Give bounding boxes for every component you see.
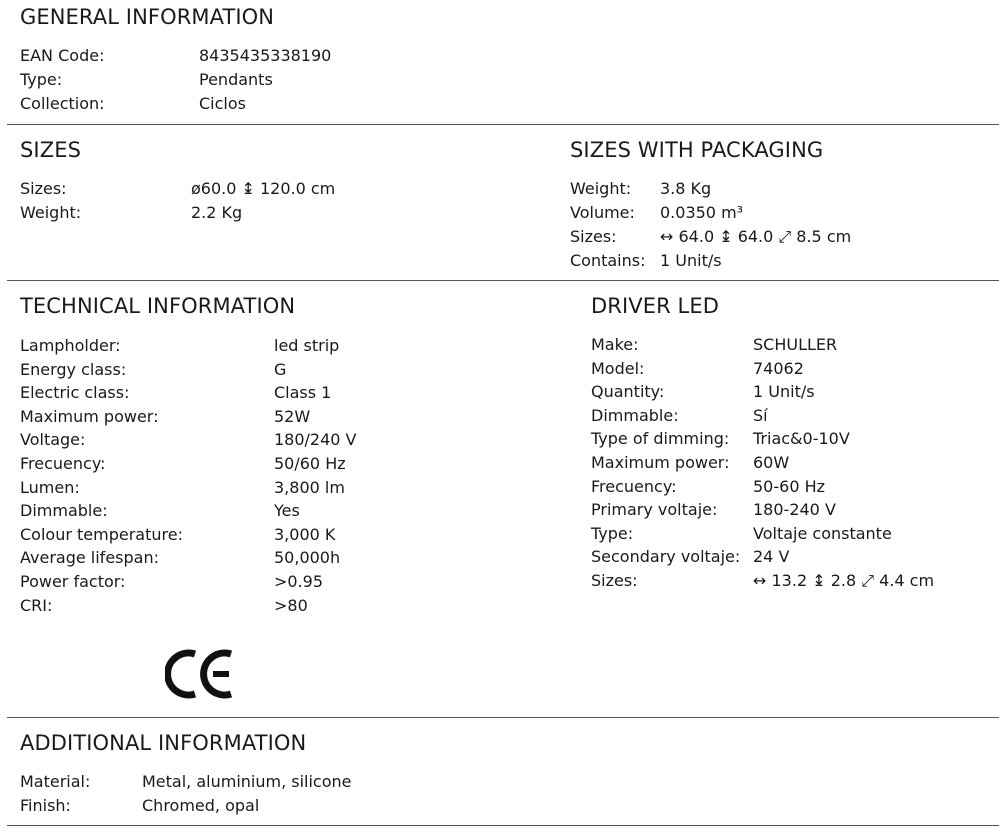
- section-divider: [7, 280, 999, 281]
- sizes-value: 2.2 Kg: [191, 203, 243, 222]
- technical-label: Electric class:: [20, 383, 130, 403]
- technical-value: 3,800 lm: [274, 477, 345, 497]
- technical-label: Power factor:: [20, 571, 126, 591]
- driver-label: Frecuency:: [591, 476, 677, 496]
- technical-value: >0.95: [274, 571, 324, 591]
- technical-label: Maximum power:: [20, 406, 159, 426]
- general-title: GENERAL INFORMATION: [20, 5, 275, 29]
- driver-value: Triac&0-10V: [753, 429, 850, 449]
- section-divider: [7, 124, 999, 125]
- packaging-value: 1 Unit/s: [660, 251, 722, 270]
- additional-label: Material:: [20, 772, 91, 791]
- general-label: EAN Code:: [20, 46, 105, 65]
- technical-label: Energy class:: [20, 359, 127, 379]
- driver-value: 180-240 V: [753, 500, 836, 520]
- technical-value: >80: [274, 595, 308, 615]
- general-label: Type:: [20, 70, 63, 89]
- driver-label: Make:: [591, 335, 639, 354]
- sizes-value: ø60.0 ↨ 120.0 cm: [191, 179, 336, 198]
- additional-title: ADDITIONAL INFORMATION: [20, 731, 307, 755]
- section-divider: [7, 717, 999, 718]
- technical-label: Voltage:: [20, 430, 86, 450]
- driver-value: 50-60 Hz: [753, 476, 826, 496]
- packaging-label: Sizes:: [570, 227, 617, 246]
- technical-value: Class 1: [274, 383, 332, 403]
- technical-value: 50,000h: [274, 548, 341, 568]
- driver-label: Type of dimming:: [591, 429, 730, 449]
- technical-value: 3,000 K: [274, 524, 336, 544]
- technical-label: Lumen:: [20, 477, 80, 497]
- driver-title: DRIVER LED: [591, 294, 719, 318]
- technical-label: CRI:: [20, 595, 53, 615]
- packaging-title: SIZES WITH PACKAGING: [570, 138, 824, 162]
- general-value: Pendants: [199, 70, 273, 89]
- technical-value: Yes: [274, 501, 300, 521]
- packaging-label: Contains:: [570, 251, 646, 270]
- driver-value: SCHULLER: [753, 335, 838, 354]
- driver-value: Sí: [753, 405, 768, 425]
- driver-label: Type:: [591, 523, 634, 543]
- technical-value: G: [274, 359, 287, 379]
- driver-value: ↔ 13.2 ↨ 2.8 ⤢ 4.4 cm: [753, 570, 935, 590]
- ce-mark-icon: [165, 646, 235, 702]
- packaging-value: ↔ 64.0 ↨ 64.0 ⤢ 8.5 cm: [660, 227, 852, 246]
- packaging-value: 0.0350 m³: [660, 203, 744, 222]
- general-label: Collection:: [20, 94, 105, 113]
- technical-label: Frecuency:: [20, 453, 106, 473]
- sizes-title: SIZES: [20, 138, 82, 162]
- driver-value: 60W: [753, 452, 790, 472]
- sizes-label: Weight:: [20, 203, 82, 222]
- driver-label: Dimmable:: [591, 405, 679, 425]
- technical-label: Dimmable:: [20, 501, 108, 521]
- technical-label: Lampholder:: [20, 336, 121, 355]
- technical-value: 52W: [274, 406, 311, 426]
- general-value: Ciclos: [199, 94, 246, 113]
- packaging-label: Weight:: [570, 179, 632, 198]
- technical-value: 50/60 Hz: [274, 453, 346, 473]
- driver-value: 1 Unit/s: [753, 382, 815, 402]
- additional-value: Chromed, opal: [142, 796, 260, 815]
- packaging-value: 3.8 Kg: [660, 179, 712, 198]
- packaging-label: Volume:: [570, 203, 635, 222]
- driver-label: Maximum power:: [591, 452, 730, 472]
- general-value: 8435435338190: [199, 46, 332, 65]
- technical-title: TECHNICAL INFORMATION: [20, 294, 296, 318]
- driver-value: 24 V: [753, 547, 790, 567]
- driver-label: Quantity:: [591, 382, 665, 402]
- sizes-label: Sizes:: [20, 179, 67, 198]
- technical-label: Average lifespan:: [20, 548, 159, 568]
- driver-value: Voltaje constante: [753, 523, 892, 543]
- driver-label: Model:: [591, 358, 645, 378]
- driver-label: Secondary voltaje:: [591, 547, 741, 567]
- driver-value: 74062: [753, 358, 804, 378]
- driver-label: Sizes:: [591, 570, 638, 590]
- additional-label: Finish:: [20, 796, 71, 815]
- technical-value: led strip: [274, 336, 340, 355]
- section-divider: [7, 825, 999, 826]
- driver-label: Primary voltaje:: [591, 500, 718, 520]
- additional-value: Metal, aluminium, silicone: [142, 772, 352, 791]
- technical-label: Colour temperature:: [20, 524, 183, 544]
- technical-value: 180/240 V: [274, 430, 357, 450]
